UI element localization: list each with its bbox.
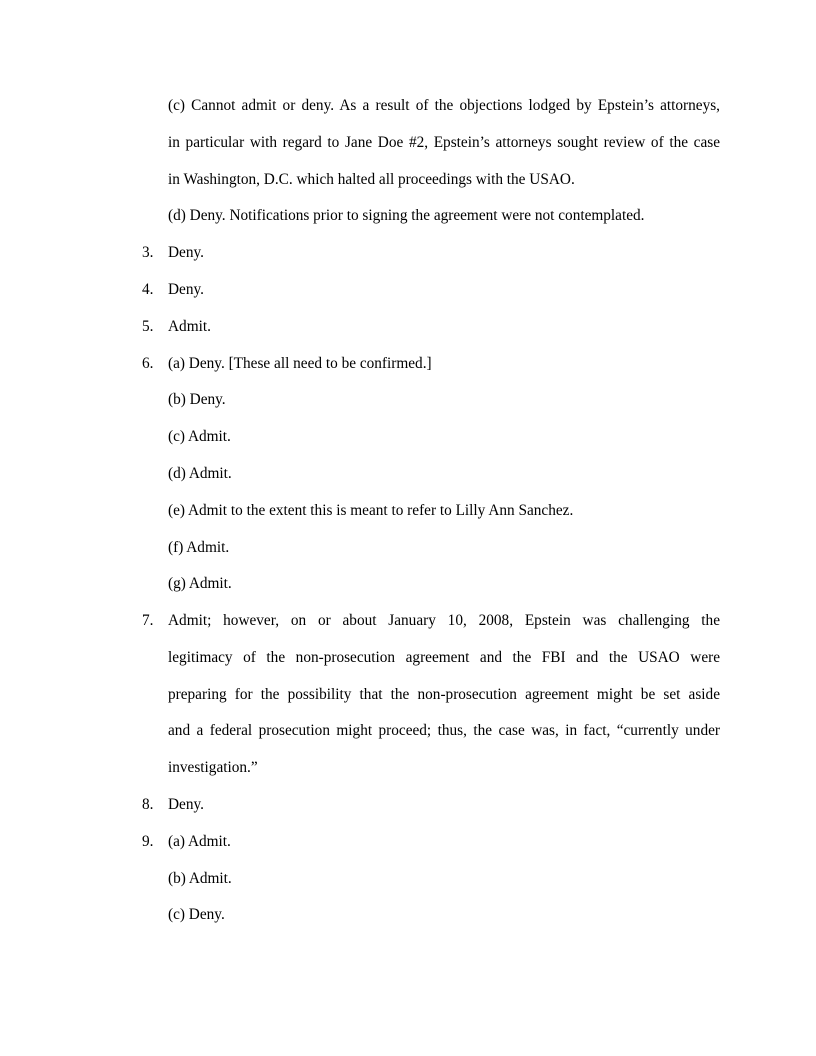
item-9c-text: (c) Deny. xyxy=(168,906,225,923)
item-6b-text: (b) Deny. xyxy=(168,391,226,408)
item-6f-text: (f) Admit. xyxy=(168,539,230,556)
item-2d-label: (d) xyxy=(168,207,186,224)
item-2c-text: Cannot admit or deny. As a result of the objections lodged by Epstein’s attorneys, xyxy=(191,97,720,114)
item-2c-line-3: in Washington, D.C. which halted all proceedings with the USAO. xyxy=(168,171,575,188)
item-2d-text: Deny. Notifications prior to signing the agreement were not contemplated. xyxy=(189,207,645,224)
item-3-number: 3. xyxy=(142,244,154,261)
item-5-text: Admit. xyxy=(168,318,211,335)
item-8-text: Deny. xyxy=(168,796,204,813)
item-3-text: Deny. xyxy=(168,244,204,261)
item-6d-text: (d) Admit. xyxy=(168,465,232,482)
item-5-number: 5. xyxy=(142,318,154,335)
item-6g-text: (g) Admit. xyxy=(168,575,232,592)
item-4-text: Deny. xyxy=(168,281,204,298)
item-2c-label: (c) xyxy=(168,97,185,114)
item-9b-text: (b) Admit. xyxy=(168,870,232,887)
item-7-line-4: and a federal prosecution might proceed; thus, the case was, in fact, “currently under xyxy=(168,722,720,739)
item-9a-text: (a) Admit. xyxy=(168,833,231,850)
item-6-number: 6. xyxy=(142,355,154,372)
item-8-number: 8. xyxy=(142,796,154,813)
item-2c-line-1 xyxy=(168,97,720,115)
item-6e-text: (e) Admit to the extent this is meant to refer to Lilly Ann Sanchez. xyxy=(168,502,574,519)
item-2c-line-2: in particular with regard to Jane Doe #2, Epstein’s attorneys sought review of the case xyxy=(168,134,720,151)
item-7-number: 7. xyxy=(142,612,154,629)
item-6c-text: (c) Admit. xyxy=(168,428,231,445)
item-7-line-3: preparing for the possibility that the non-prosecution agreement might be set aside xyxy=(168,686,720,703)
item-2d-line xyxy=(168,207,720,225)
item-4-number: 4. xyxy=(142,281,154,298)
item-7-line-5: investigation.” xyxy=(168,759,258,776)
item-6a-text: (a) Deny. [These all need to be confirmed.] xyxy=(168,355,432,372)
item-7-line-2: legitimacy of the non-prosecution agreement and the FBI and the USAO were xyxy=(168,649,720,666)
item-9-number: 9. xyxy=(142,833,154,850)
item-7-line-1: Admit; however, on or about January 10, 2008, Epstein was challenging the xyxy=(168,612,720,629)
